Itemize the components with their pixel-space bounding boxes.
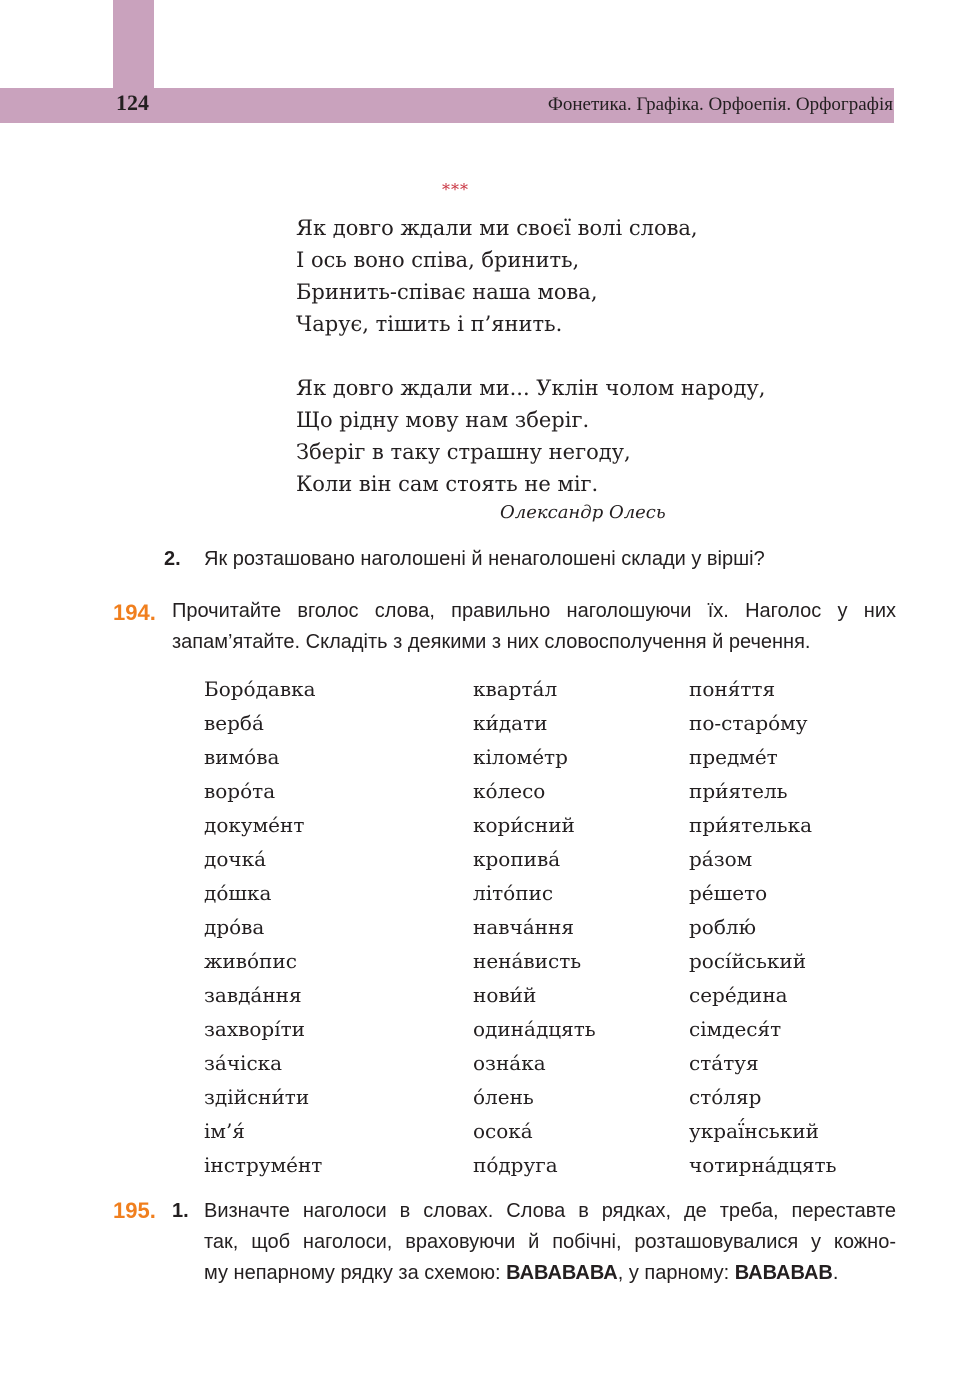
word: по́друга [473,1153,558,1177]
word: кіломе́тр [473,745,568,769]
word: поня́ття [689,677,776,701]
word: літо́пис [473,881,554,905]
word: ра́зом [689,847,753,871]
word: чотирна́дцять [689,1153,837,1177]
word: ім’я́ [204,1119,245,1143]
text-fragment: , у парному: [617,1262,735,1284]
poem-author: Олександр Олесь [500,502,666,523]
word: роблю́ [689,915,757,939]
exercise-text-line: так, щоб наголоси, враховуючи й побічні, розташовувалися у кожно- [204,1231,896,1253]
text-fragment: . [832,1262,839,1284]
word: при́ятелька [689,813,812,837]
word: украї́нський [689,1119,819,1143]
word: завда́ння [204,983,302,1007]
word: здійсни́ти [204,1085,310,1109]
word: ки́дати [473,711,548,735]
running-title: Фонетика. Графіка. Орфоепія. Орфографія [547,94,893,115]
word: осока́ [473,1119,533,1143]
word: кори́сний [473,813,575,837]
word: кропива́ [473,847,561,871]
word: верба́ [204,711,264,735]
header-tab-decoration [113,0,154,88]
word: за́чіска [204,1051,283,1075]
text-fragment: му непарному рядку за схемою: [204,1262,507,1284]
word: живо́пис [204,949,297,973]
word: інструме́нт [204,1153,323,1177]
question-text: Як розташовано наголошені й ненаголошені склади у вірші? [204,548,765,570]
word: по-старо́му [689,711,808,735]
exercise-number: 194. [113,600,156,625]
word: сто́ляр [689,1085,762,1109]
exercise-number: 195. [113,1198,156,1223]
poem-line: Зберіг в таку страшну негоду, [296,440,631,464]
word: ко́лесо [473,779,546,803]
word-column-3 [689,672,836,1182]
task-number: 1. [172,1200,189,1222]
word: дочка́ [204,847,267,871]
word: дро́ва [204,915,265,939]
word: кварта́л [473,677,558,701]
poem [296,212,765,500]
exercise-text-line: Визначте наголоси в словах. Слова в рядках, де треба, переставте [204,1200,896,1222]
poem-line: Чарує, тішить і п’янить. [296,312,563,336]
exercise-text-line [204,1262,896,1285]
word: сімдеся́т [689,1017,782,1041]
word: ста́туя [689,1051,759,1075]
question-number: 2. [164,548,181,570]
word: одина́дцять [473,1017,596,1041]
word: до́шка [204,881,272,905]
exercise-text-line: запам’ятайте. Складіть з деякими з них словосполучення й речення. [172,631,811,653]
word: при́ятель [689,779,788,803]
word: вимо́ва [204,745,280,769]
exercise-text-line: Прочитайте вголос слова, правильно наголошуючи їх. Наголос у них [172,600,896,622]
page-number: 124 [116,90,149,115]
poem-line: Коли він сам стоять не міг. [296,472,599,496]
word: предме́т [689,745,778,769]
word: росі́йський [689,949,807,973]
scheme-even: ВАВАВАВ [734,1262,833,1284]
word: Боро́давка [204,677,316,701]
word: нови́й [473,983,537,1007]
word-column-2 [473,672,596,1182]
word: захворі́ти [204,1017,306,1041]
word: ре́шето [689,881,768,905]
poem-line: Бринить-співає наша мова, [296,280,598,304]
stanza-gap [296,340,765,372]
poem-line: Що рідну мову нам зберіг. [296,408,590,432]
poem-line: І ось воно співа, бринить, [296,248,580,272]
poem-line: Як довго ждали ми... Уклін чолом народу, [296,376,766,400]
poem-stars: *** [442,180,469,199]
word: докуме́нт [204,813,305,837]
word: о́лень [473,1085,534,1109]
word: сере́дина [689,983,788,1007]
word: навча́ння [473,915,574,939]
word: воро́та [204,779,276,803]
word: озна́ка [473,1051,546,1075]
word-column-1 [204,672,322,1182]
scheme-odd: ВАВАВАВА [506,1262,618,1284]
word: нена́висть [473,949,582,973]
poem-line: Як довго ждали ми своєї волі слова, [296,216,698,240]
